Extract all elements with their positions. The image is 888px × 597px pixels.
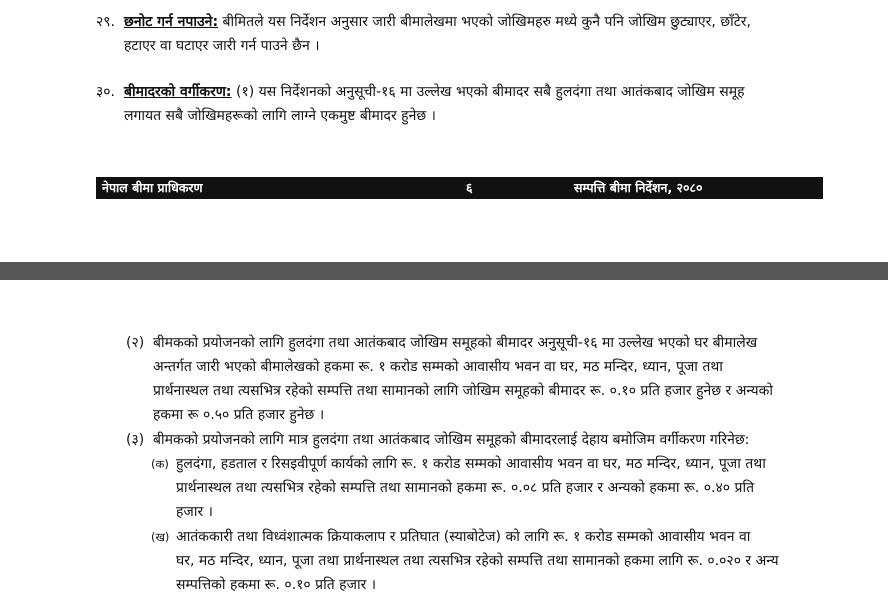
- sub-2-line: अन्तर्गत जारी भएको बीमालेखको हकमा रू. १ करोड सम्मको आवासीय भवन वा घर, मठ मन्दिर, ध्यान, पूजा तथा: [153, 359, 723, 375]
- clause-29-line-1: [124, 10, 751, 34]
- clause-30-line-1: [124, 80, 745, 104]
- item-kha-line: आतंककारी तथा विध्वंशात्मक क्रियाकलाप र प्रतिघात (स्याबोटेज) को लागि रू. १ करोड सम्मको आवासीय भवन वा: [176, 529, 751, 545]
- item-ka-line: प्रार्थनास्थल तथा त्यसभित्र रहेको सम्पत्ति तथा सामानको हकमा रू. ०.०८ प्रति हजार र अन्यको हकमा रू. ०.४० प्रति: [176, 480, 755, 496]
- sub-3-number: (३): [126, 432, 145, 448]
- clause-29-line-2: हटाएर वा घटाएर जारी गर्न पाउने छैन ।: [124, 38, 320, 54]
- item-kha-line: घर, मठ मन्दिर, ध्यान, पूजा तथा प्रार्थनास्थल तथा त्यसभित्र रहेको सम्पत्ति तथा सामानको हकमा लागि रू. ०.०२० र अन्य: [176, 553, 779, 569]
- clause-29-text: बीमितले यस निर्देशन अनुसार जारी बीमालेखमा भएको जोखिमहरु मध्ये कुनै पनि जोखिम छुट्याएर, छाँटेर,: [218, 14, 751, 30]
- sub-2-number: (२): [126, 335, 145, 351]
- clause-30-heading: बीमादरको वर्गीकरण:: [124, 84, 232, 100]
- clause-29-heading: छनोट गर्न नपाउने:: [124, 14, 219, 30]
- item-ka-line: हजार ।: [176, 504, 213, 520]
- sub-2-line: बीमकको प्रयोजनको लागि हुलदंगा तथा आतंकबाद जोखिम समूहको बीमादर अनुसूची-१६ मा उल्लेख भएको घर बीमालेख: [153, 335, 758, 351]
- sub-3-intro: बीमकको प्रयोजनको लागि मात्र हुलदंगा तथा आतंकबाद जोखिम समूहको बीमादरलाई देहाय बमोजिम वर्गीकरण गरिनेछ:: [153, 432, 750, 448]
- sub-2-line: हकमा रू ०.५० प्रति हजार हुनेछ ।: [153, 407, 325, 423]
- clause-30-number: ३०.: [96, 84, 116, 100]
- page-separator: [0, 262, 888, 280]
- document-page-lower: [0, 280, 888, 593]
- item-kha-label: (ख): [151, 530, 170, 544]
- footer-page-number: ६: [466, 180, 473, 195]
- footer-publisher: नेपाल बीमा प्राधिकरण: [102, 180, 203, 195]
- clause-30-line-2: लगायत सबै जोखिमहरूको लागि लाग्ने एकमुष्ट बीमादर हुनेछ ।: [124, 108, 436, 124]
- document-page-upper: [0, 0, 888, 262]
- item-ka-label: (क): [151, 457, 169, 471]
- sub-2-line: प्रार्थनास्थल तथा त्यसभित्र रहेको सम्पत्ति तथा सामानको लागि जोखिम समूहको बीमादर रू. ०.१० प्रति हजार हुनेछ र अन्यको: [153, 383, 774, 399]
- page-footer: [96, 177, 823, 199]
- clause-30-text: (१) यस निर्देशनको अनुसूची-१६ मा उल्लेख भएको बीमादर सबै हुलदंगा तथा आतंकबाद जोखिम समूह: [231, 84, 745, 100]
- item-ka-line: हुलदंगा, हडताल र रिसइवीपूर्ण कार्यको लागि रू. १ करोड सम्मको आवासीय भवन वा घर, मठ मन्दिर, ध्यान, पूजा तथा: [176, 456, 766, 472]
- clause-29-number: २९.: [96, 14, 116, 30]
- footer-document-title: सम्पत्ति बीमा निर्देशन, २०८०: [574, 180, 703, 195]
- item-kha-line: सम्पत्तिको हकमा रू. ०.१० प्रति हजार ।: [176, 577, 377, 593]
